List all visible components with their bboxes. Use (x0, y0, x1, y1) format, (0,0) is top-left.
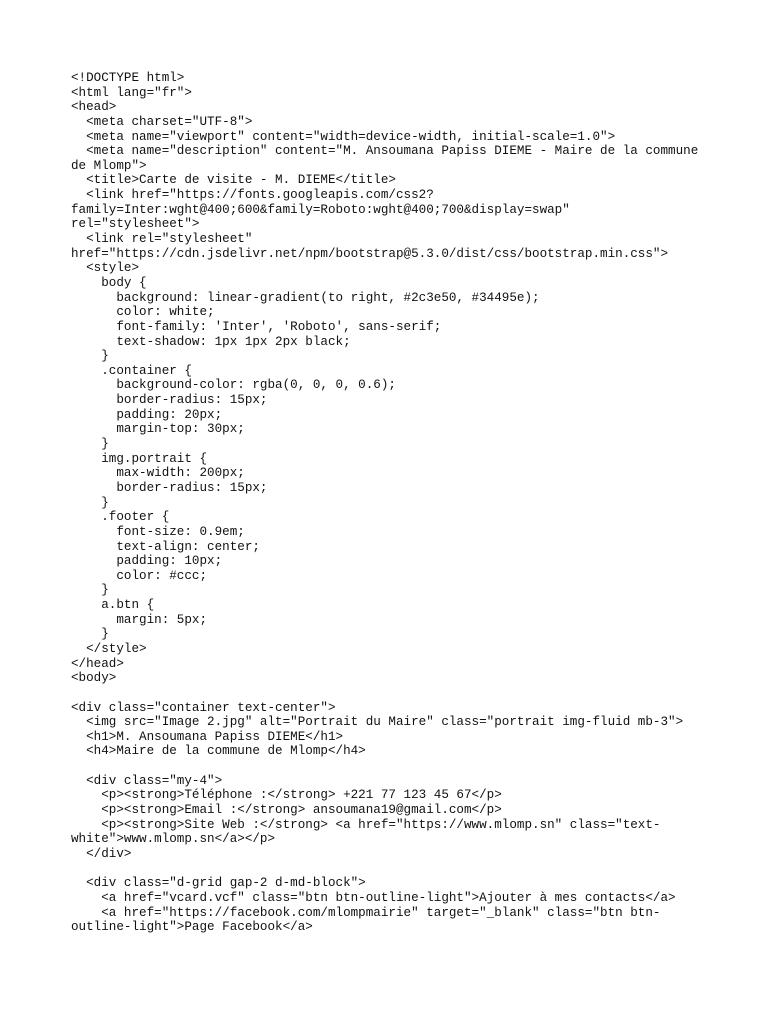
code-line: margin: 5px; (71, 612, 208, 627)
code-line: <p><strong>Téléphone :</strong> +221 77 123 45 67</p> (71, 788, 502, 803)
code-line: } (71, 495, 109, 510)
code-line: padding: 20px; (71, 407, 223, 422)
code-line: <p><strong>Email :</strong> ansoumana19@gmail.com</p> (71, 803, 502, 818)
code-line: border-radius: 15px; (71, 393, 268, 408)
code-line: } (71, 583, 109, 598)
code-line: <style> (71, 261, 140, 276)
code-line: font-size: 0.9em; (71, 524, 245, 539)
code-line: <h1>M. Ansoumana Papiss DIEME</h1> (71, 729, 344, 744)
code-line: <div class="my-4"> (71, 773, 223, 788)
code-line: <link rel="stylesheet" (71, 232, 253, 247)
code-line: <head> (71, 100, 117, 115)
code-line: <meta name="viewport" content="width=device-width, initial-scale=1.0"> (71, 129, 616, 144)
code-line: img.portrait { (71, 451, 208, 466)
code-line: <h4>Maire de la commune de Mlomp</h4> (71, 744, 366, 759)
code-line: href="https://cdn.jsdelivr.net/npm/bootstrap@5.3.0/dist/css/bootstrap.min.css"> (71, 246, 669, 261)
code-line: font-family: 'Inter', 'Roboto', sans-serif; (71, 319, 442, 334)
code-line: margin-top: 30px; (71, 422, 245, 437)
code-line: border-radius: 15px; (71, 480, 268, 495)
code-line: .footer { (71, 510, 170, 525)
code-line: <p><strong>Site Web :</strong> <a href="https://www.mlomp.sn" class="text- (71, 817, 661, 832)
code-line: } (71, 627, 109, 642)
code-line: max-width: 200px; (71, 466, 245, 481)
code-line: rel="stylesheet"> (71, 217, 200, 232)
code-line: <meta charset="UTF-8"> (71, 114, 253, 129)
code-line: <!DOCTYPE html> (71, 71, 185, 85)
code-line: color: #ccc; (71, 568, 208, 583)
code-line: } (71, 437, 109, 452)
code-line: family=Inter:wght@400;600&family=Roboto:wght@400;700&display=swap" (71, 202, 570, 217)
code-line: white">www.mlomp.sn</a></p> (71, 832, 276, 847)
code-line: <img src="Image 2.jpg" alt="Portrait du Maire" class="portrait img-fluid mb-3"> (71, 715, 684, 730)
code-line (71, 759, 711, 774)
code-line: a.btn { (71, 598, 155, 613)
code-line (71, 862, 711, 877)
code-line (71, 686, 711, 701)
code-line: </div> (71, 846, 132, 861)
code-line: } (71, 349, 109, 364)
code-line: <div class="d-grid gap-2 d-md-block"> (71, 876, 366, 891)
code-line: <html lang="fr"> (71, 85, 192, 100)
code-line: <a href="https://facebook.com/mlompmairie" target="_blank" class="btn btn- (71, 905, 661, 920)
code-line: </style> (71, 641, 147, 656)
code-line: <body> (71, 671, 117, 686)
code-line: <meta name="description" content="M. Ansoumana Papiss DIEME - Maire de la commune (71, 144, 699, 159)
code-line: <title>Carte de visite - M. DIEME</title> (71, 173, 396, 188)
code-line: outline-light">Page Facebook</a> (71, 920, 313, 935)
code-line: </head> (71, 656, 124, 671)
code-line: <div class="container text-center"> (71, 700, 336, 715)
code-line: text-shadow: 1px 1px 2px black; (71, 334, 351, 349)
code-line: background: linear-gradient(to right, #2c3e50, #34495e); (71, 290, 540, 305)
code-line: background-color: rgba(0, 0, 0, 0.6); (71, 378, 396, 393)
code-line: de Mlomp"> (71, 158, 147, 173)
code-line: .container { (71, 363, 192, 378)
code-line: <link href="https://fonts.googleapis.com/css2? (71, 188, 434, 203)
code-line: <a href="vcard.vcf" class="btn btn-outline-light">Ajouter à mes contacts</a> (71, 890, 676, 905)
code-line: body { (71, 275, 147, 290)
code-line: color: white; (71, 305, 215, 320)
html-source-code (71, 71, 711, 935)
code-line: padding: 10px; (71, 554, 223, 569)
code-line: text-align: center; (71, 539, 260, 554)
